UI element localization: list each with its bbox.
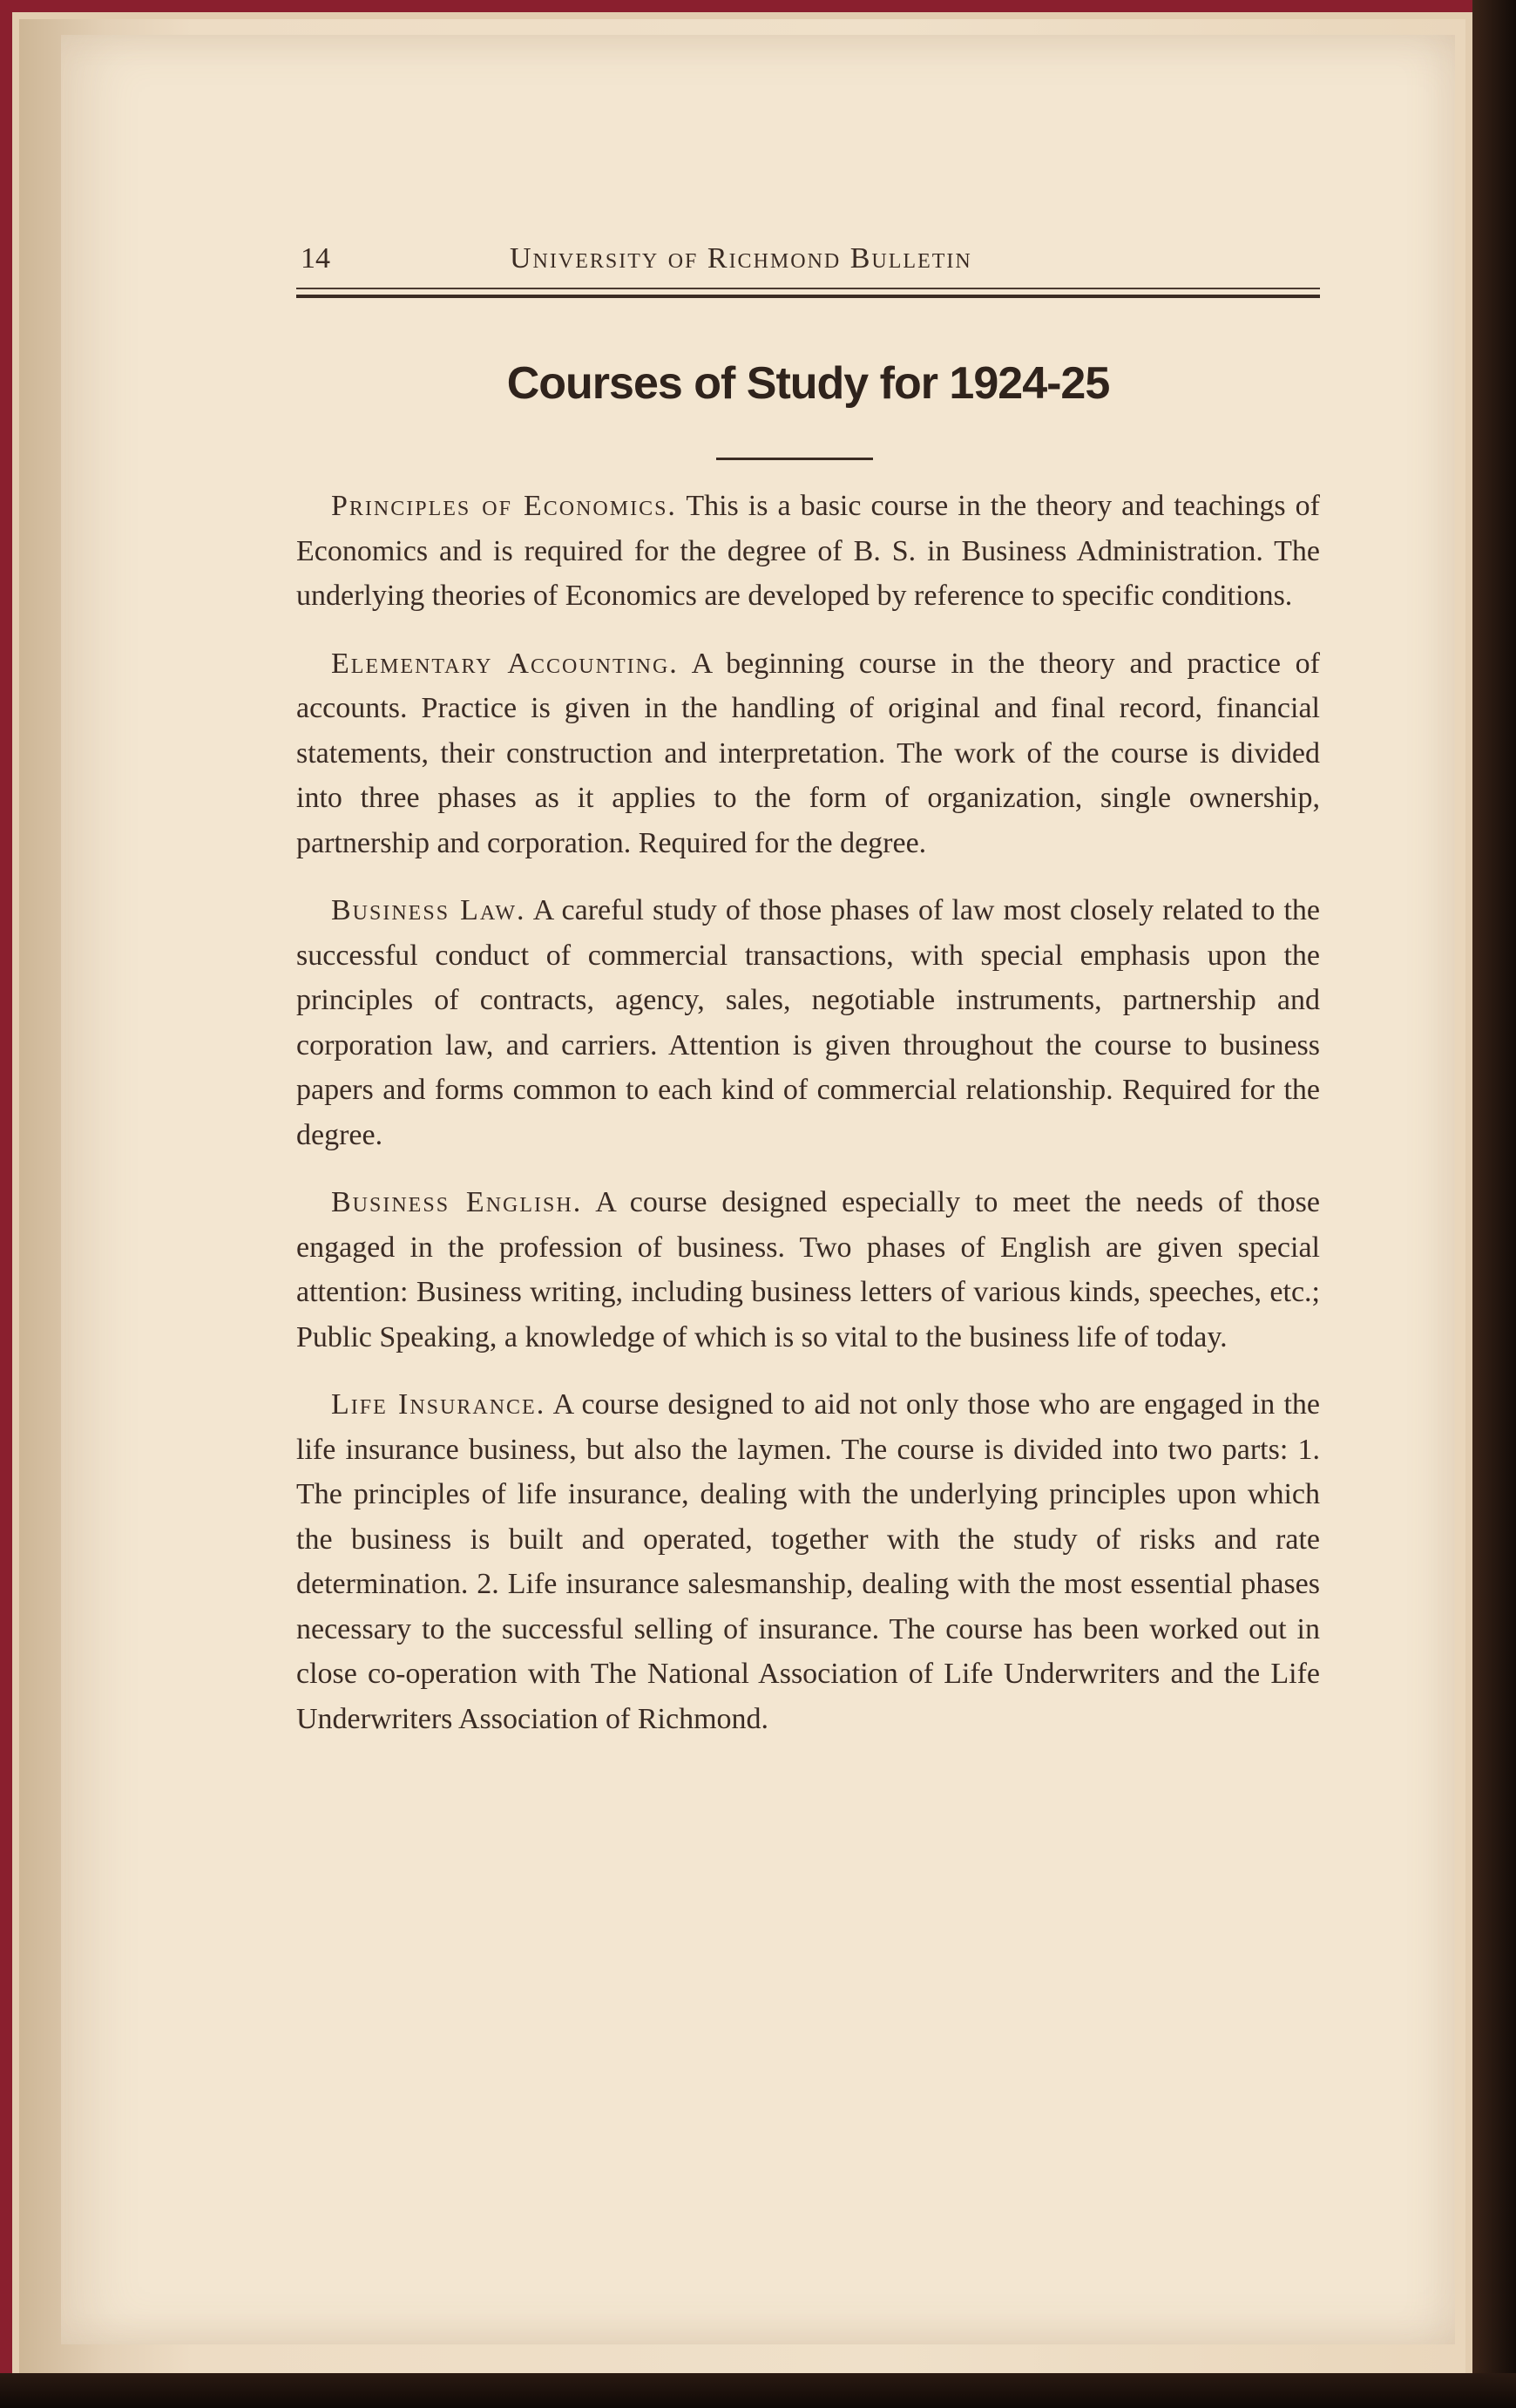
header-rule-thick <box>296 295 1320 298</box>
course-name: Elementary Accounting. <box>331 647 679 680</box>
course-list <box>296 484 1320 1764</box>
page-number: 14 <box>301 242 330 275</box>
course-description: This is a basic course in the theory and teachings of Economics and is required for the degree of B. S. in Business Administration. The underlying theories of Economics are developed by reference to specific conditions. <box>296 490 1320 612</box>
course-entry <box>296 1382 1320 1741</box>
course-name: Principles of Economics. <box>331 490 677 522</box>
course-description: A careful study of those phases of law most closely related to the successful conduct of commercial transactions, with special emphasis upon the principles of contracts, agency, sales, negotiable instruments, partnership and corporation law, and carriers. Attention is given throughout the course to business papers and forms common to each kind of commercial relationship. Required for the degree. <box>296 894 1320 1151</box>
book-edge-bottom <box>0 2373 1516 2408</box>
header-rule-thin <box>296 288 1320 289</box>
course-description: A course designed to aid not only those who are engaged in the life insurance business, but also the laymen. The course is divided into two parts: 1. The principles of life insurance, dealing with the underlying principles upon which the business is built and operated, together with the study of risks and rate determination. 2. Life insurance salesmanship, dealing with the most essential phases necessary to the successful selling of insurance. The course has been worked out in close co-operation with The National Association of Life Underwriters and the Life Underwriters Association of Richmond. <box>296 1388 1321 1735</box>
course-description: A course designed especially to meet the needs of those engaged in the profession of business. Two phases of English are given special attention: Business writing, including business letters of various kinds, speeches, etc.; Public Speaking, a knowledge of which is so vital to the business life of today. <box>296 1186 1320 1353</box>
running-header <box>301 235 1320 288</box>
course-description: A beginning course in the theory and practice of accounts. Practice is given in the handling of original and final record, financial statements, their construction and interpretation. The work of the course is divided into three phases as it applies to the form of organization, single ownership, partnership and corporation. Required for the degree. <box>296 647 1321 859</box>
course-name: Business Law. <box>331 894 526 926</box>
course-entry <box>296 1180 1320 1360</box>
course-entry <box>296 484 1320 619</box>
course-name: Life Insurance. <box>331 1388 546 1421</box>
page-title: Courses of Study for 1924-25 <box>506 358 1110 409</box>
course-entry <box>296 888 1320 1157</box>
course-entry <box>296 641 1320 866</box>
book-edge-right <box>1472 0 1516 2408</box>
running-title: University of Richmond Bulletin <box>510 242 972 275</box>
course-name: Business English. <box>331 1186 583 1218</box>
title-divider <box>716 458 873 460</box>
